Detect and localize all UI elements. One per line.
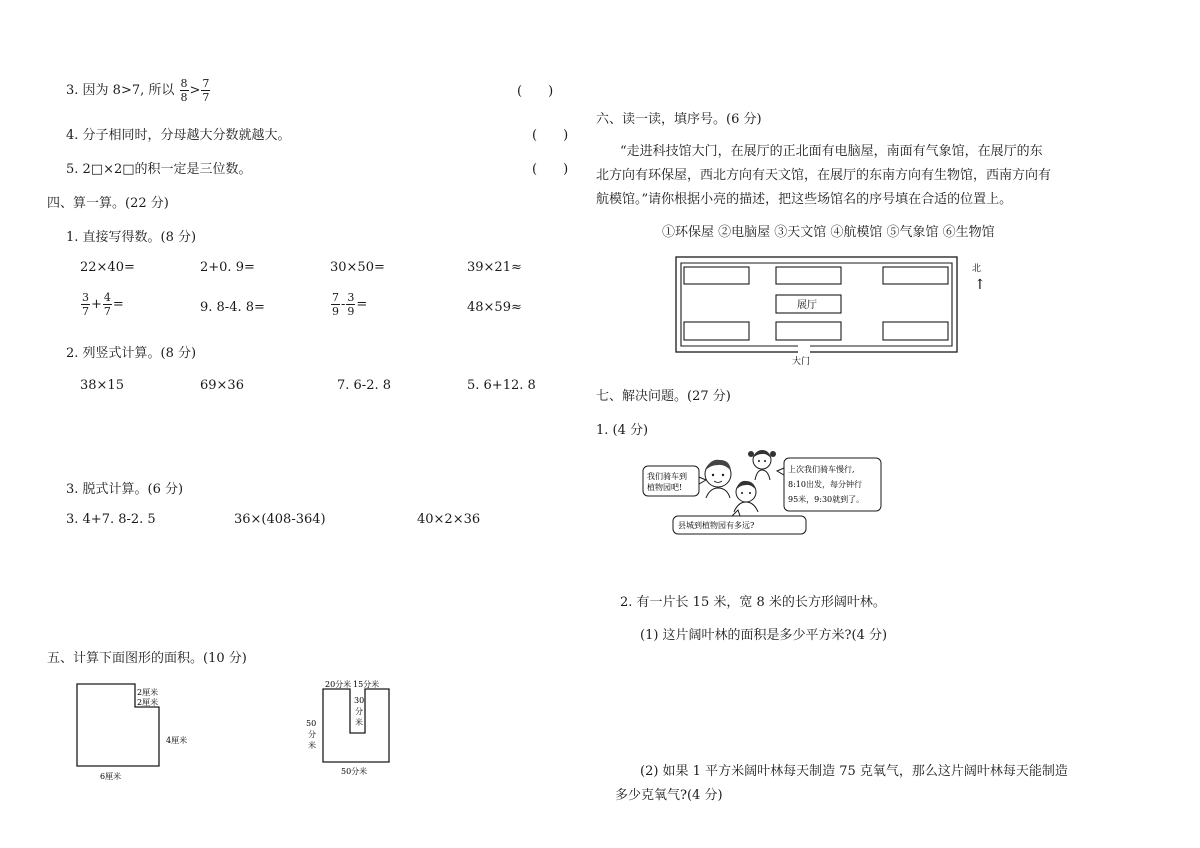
vertical-calc-2: 69×36 [200,378,244,393]
fraction-7-7 [201,78,210,103]
oral-calc-4: 39×21≈ [467,260,522,275]
operator: + [91,297,102,312]
map-room-southwest [684,322,749,340]
north-arrow-icon: ↑ [974,277,986,293]
vertical-calc-1: 38×15 [80,378,124,393]
equals-sign: = [112,297,124,312]
section-6-paragraph-line-3: 航模馆。”请你根据小亮的描述，把这些场馆名的序号填在合适的位置上。 [596,192,1013,207]
bubble-question-text: 县城到植物园有多远? [678,521,755,530]
section-4-title: 四、算一算。(22 分) [47,196,169,211]
fraction-denominator: 8 [180,91,188,104]
figure-2-label-inner-2: 分 [355,707,363,716]
fraction-denominator: 7 [202,91,210,104]
fraction-numerator: 7 [202,77,210,90]
fraction-denominator: 7 [103,305,111,318]
problem-2-part-2-line-1: (2) 如果 1 平方米阔叶林每天制造 75 克氧气，那么这片阔叶林每天能制造 [640,764,1068,779]
problem-2-part-2-line-2: 多少克氧气?(4 分) [615,788,723,803]
bubble-boy-line-2: 植物园吧! [647,483,683,492]
boy-figure [705,460,731,498]
answer-paren-4[interactable]: ( ) [532,128,569,143]
figure-1-label-bottom: 6厘米 [100,772,122,781]
oral-calc-2: 2+0. 9= [200,260,255,275]
operator: - [341,297,346,312]
fraction-7-9 [331,292,340,317]
stepwise-calc-1: 3. 4+7. 8-2. 5 [66,512,156,527]
map-room-southeast [883,322,948,340]
figure-2-label-top-2: 15分米 [353,680,380,689]
bubble-girl-line-3: 95米，9:30就到了。 [788,495,865,504]
map-room-north [776,267,841,284]
oral-calc-6: 9. 8-4. 8= [200,300,265,315]
oral-calc-8: 48×59≈ [467,300,522,315]
equals-sign: = [356,297,368,312]
fraction-numerator: 8 [180,77,188,90]
map-room-northeast [883,267,948,284]
fraction-denominator: 9 [332,305,339,318]
true-false-question-4: 4. 分子相同时，分母越大分数就越大。 [66,128,291,143]
fraction-4-7 [103,292,112,317]
oral-calc-1: 22×40= [80,260,135,275]
figure-2-label-inner-3: 米 [355,718,363,727]
speech-bubble-tail [699,477,706,484]
second-child-figure [734,481,758,512]
fraction-numerator: 7 [332,291,339,304]
bubble-boy-line-1: 我们骑车到 [647,472,687,481]
map-room-south [776,322,841,340]
true-false-question-5: 5. 2□×2□的积一定是三位数。 [66,162,252,177]
stepwise-calc-2: 36×(408-364) [234,512,326,527]
fraction-denominator: 9 [347,305,355,318]
figure-1-label-right: 4厘米 [166,736,188,745]
stepwise-calc-3: 40×2×36 [417,512,481,527]
museum-floor-map [672,254,1002,369]
answer-paren-5[interactable]: ( ) [532,162,569,177]
oral-calc-5 [80,292,124,317]
bubble-girl-line-1: 上次我们骑车慢行, [788,465,855,474]
figure-2-label-inner-1: 30 [354,696,365,705]
section-6-paragraph-line-1: “走进科技馆大门，在展厅的正北面有电脑屋，南面有气象馆，在展厅的东 [620,144,1043,159]
question-3-text: 3. 因为 8>7, 所以 [66,83,175,98]
true-false-question-3 [66,78,211,103]
map-gate-opening [798,350,810,355]
fraction-denominator: 7 [82,305,89,318]
map-hall-label: 展厅 [797,300,817,311]
figure-1-label-top-1: 2厘米 [137,688,159,697]
speech-bubble-tail [777,468,784,475]
subsection-4-2-title: 2. 列竖式计算。(8 分) [66,346,197,361]
girl-figure [748,450,776,480]
subsection-4-1-title: 1. 直接写得数。(8 分) [66,230,197,245]
figure-2-label-left-2: 分 [308,730,316,739]
oral-calc-3: 30×50= [330,260,385,275]
problem-1-title: 1. (4 分) [596,423,649,438]
answer-paren-3[interactable]: ( ) [517,84,554,99]
fraction-numerator: 4 [103,291,111,304]
vertical-calc-4: 5. 6+12. 8 [467,378,536,393]
subsection-4-3-title: 3. 脱式计算。(6 分) [66,482,184,497]
figure-1-label-top-2: 2厘米 [137,698,159,707]
vertical-calc-3: 7. 6-2. 8 [337,378,392,393]
map-room-northwest [684,267,749,284]
venue-options: ①环保屋 ②电脑屋 ③天文馆 ④航模馆 ⑤气象馆 ⑥生物馆 [662,225,995,240]
fraction-numerator: 3 [347,291,355,304]
map-north-label: 北 [972,264,982,274]
oral-calc-7 [330,292,367,317]
figure-2-label-top-1: 20分米 [325,680,352,689]
section-7-title: 七、解决问题。(27 分) [596,389,731,404]
fraction-numerator: 3 [82,291,89,304]
problem-2-title: 2. 有一片长 15 米，宽 8 米的长方形阔叶林。 [620,595,886,610]
figure-2-label-left-1: 50 [306,719,317,728]
fraction-3-9 [346,292,355,317]
fraction-8-8 [180,78,189,103]
figure-1-notched-rectangle [66,676,206,786]
figure-2-label-left-3: 米 [308,741,316,750]
map-gate-label: 大门 [792,357,811,367]
section-5-title: 五、计算下面图形的面积。(10 分) [47,651,247,666]
bubble-girl-line-2: 8:10出发，每分钟行 [788,480,862,489]
section-6-title: 六、读一读，填序号。(6 分) [596,112,762,127]
section-6-paragraph-line-2: 北方向有环保屋，西北方向有天文馆，在展厅的东南方向有生物馆，西南方向有 [596,168,1052,183]
children-comic-illustration [640,446,895,541]
fraction-3-7 [81,292,90,317]
figure-2-u-shape [300,676,420,786]
problem-2-part-1: (1) 这片阔叶林的面积是多少平方米?(4 分) [640,628,888,643]
relation-sign: > [189,83,201,98]
figure-2-label-bottom: 50分米 [341,767,368,776]
